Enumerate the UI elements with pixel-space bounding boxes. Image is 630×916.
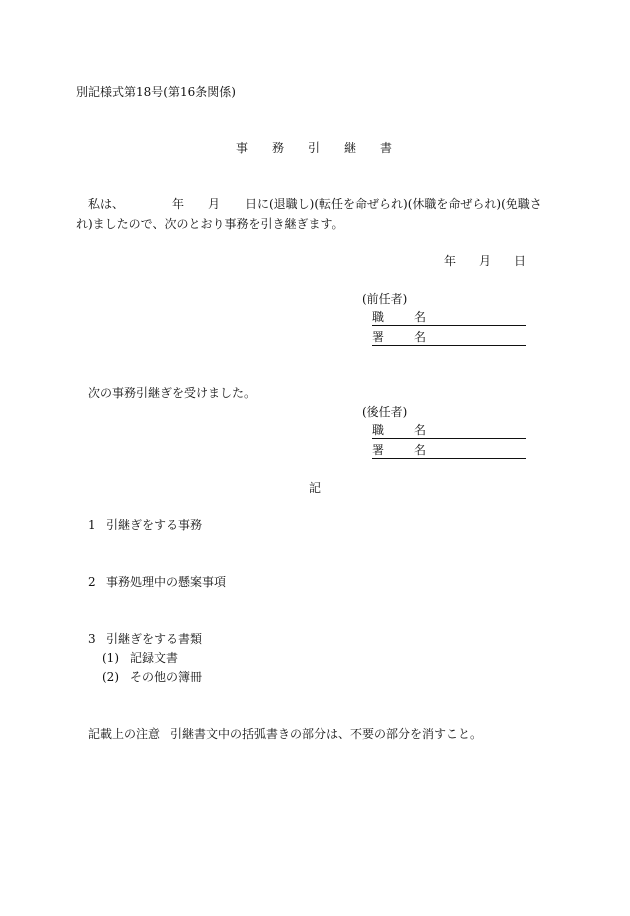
ki-heading: 記 [309,481,322,495]
title-char: 引 [307,141,320,155]
date-line [444,255,526,267]
title-char: 務 [271,141,284,155]
date-day-label: 日 [513,254,526,268]
successor-heading: (後任者) [362,405,408,419]
successor-signature-field[interactable] [372,444,526,459]
date-year-label: 年 [444,254,457,268]
item-number: 3 [88,632,96,646]
predecessor-signature-field[interactable] [372,331,526,346]
title-char: 継 [343,141,356,155]
statement-day-clause: 日に(退職し)(転任を命ぜられ)(休職を命ぜられ)(免職さ [245,197,542,211]
note-label: 記載上の注意 [88,727,161,741]
successor-position-field[interactable] [372,424,526,439]
statement-line-2: れ)ましたので、次のとおり事務を引き継ぎます。 [76,217,344,231]
subitem-number: (1) [102,651,119,665]
statement-month: 月 [208,197,221,211]
predecessor-heading: (前任者) [362,292,408,306]
note-text: 引継書文中の括弧書きの部分は、不要の部分を消すこと。 [170,727,483,741]
item-number: 2 [88,575,96,589]
predecessor-position-field[interactable] [372,311,526,326]
item-text: 引継ぎをする事務 [106,518,203,532]
title-char: 書 [379,141,392,155]
item-text: 引継ぎをする書類 [106,632,203,646]
title-char: 事 [236,141,249,155]
item-text: 事務処理中の懸案事項 [106,575,227,589]
signature-label: 署 名 [372,443,426,457]
date-month-label: 月 [478,254,491,268]
receipt-statement: 次の事務引継ぎを受けました。 [88,386,257,400]
statement-year: 年 [172,197,185,211]
statement-prefix: 私は、 [88,197,125,211]
form-label: 別記様式第18号(第16条関係) [76,85,236,99]
subitem-text: 記録文書 [130,651,179,665]
item-number: 1 [88,518,96,532]
subitem-text: その他の簿冊 [130,670,203,684]
signature-label: 署 名 [372,330,426,344]
document-title [236,142,392,154]
position-label: 職 名 [372,310,426,324]
subitem-number: (2) [102,670,119,684]
position-label: 職 名 [372,423,426,437]
